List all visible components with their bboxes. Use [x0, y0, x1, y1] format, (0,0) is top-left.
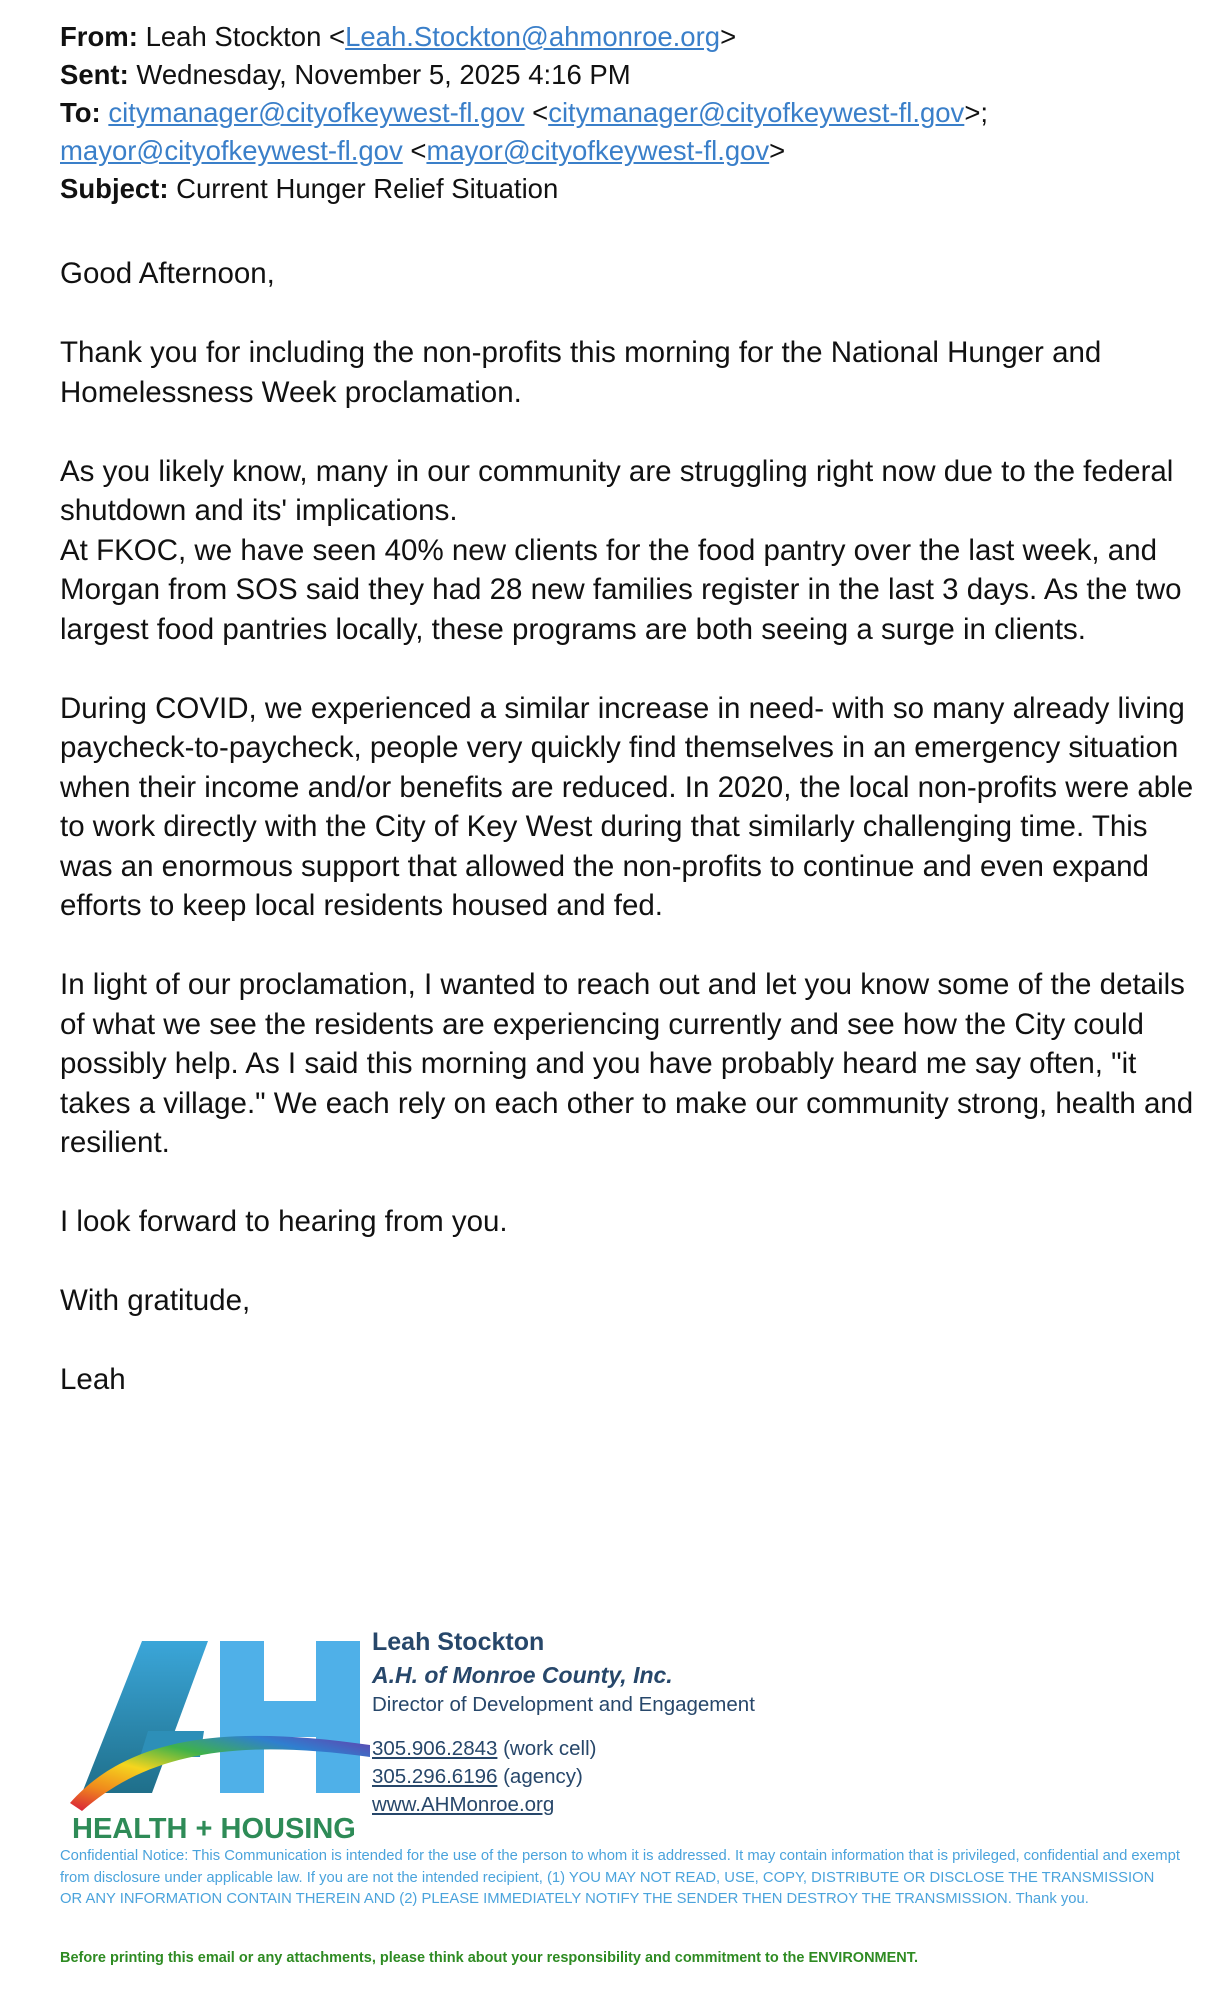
signature-contact — [372, 1735, 755, 1819]
from-email-link[interactable]: Leah.Stockton@ahmonroe.org — [345, 21, 721, 52]
health-housing-logo — [70, 1635, 370, 1845]
to-close-2: > — [769, 135, 786, 166]
to-email-mayor-link-2[interactable]: mayor@cityofkeywest-fl.gov — [426, 135, 770, 166]
paragraph-proclamation: In light of our proclamation, I wanted to reach out and let you know some of the details of what we see the residents are experiencing currently and see how the City could possibly help. As I said this morning and you have probably heard me say often, "it takes a village." We each rely on each other to make our community strong, health and resilient. — [60, 968, 1194, 1159]
to-email-citymanager-link[interactable]: citymanager@cityofkeywest-fl.gov — [108, 97, 525, 128]
paragraph-covid: During COVID, we experienced a similar increase in need- with so many already living paycheck-to-paycheck, people very quickly find themselves in an emergency situation when their income and/or benefits are reduced. In 2020, the local non-profits were able to work directly with the City of Key West during that similarly challenging time. This was an enormous support that allowed the non-profits to continue and even expand efforts to keep local residents housed and fed. — [60, 691, 1194, 922]
paragraph-shutdown-line1: As you likely know, many in our community are struggling right now due to the federal shutdown and its' implications. — [60, 454, 1174, 527]
to-open-1: < — [532, 97, 549, 128]
work-phone-link[interactable]: 305.906.2843 — [372, 1737, 498, 1760]
subject-label: Subject: — [60, 173, 169, 204]
paragraph-shutdown — [60, 452, 1200, 650]
to-line-2 — [60, 132, 1200, 170]
website-row — [372, 1791, 755, 1819]
work-phone-row — [372, 1735, 755, 1763]
paragraph-lookforward: I look forward to hearing from you. — [60, 1205, 508, 1238]
sign-name: Leah — [60, 1363, 126, 1396]
paragraph-shutdown-line2: At FKOC, we have seen 40% new clients for the food pantry over the last week, and Morgan from SOS said they had 28 new families register in the last 3 days. As the two largest food pantries locally, these programs are both seeing a surge in clients. — [60, 533, 1182, 646]
to-email-citymanager-link-2[interactable]: citymanager@cityofkeywest-fl.gov — [548, 97, 965, 128]
email-body — [60, 254, 1200, 1400]
from-name: Leah Stockton < — [145, 21, 346, 52]
email-view — [60, 18, 1200, 1439]
signature-text — [372, 1625, 755, 1819]
subject-value: Current Hunger Relief Situation — [176, 173, 559, 204]
work-phone-label: (work cell) — [497, 1737, 597, 1760]
from-line — [60, 18, 1200, 56]
closing: With gratitude, — [60, 1284, 251, 1317]
sent-line — [60, 56, 1200, 94]
to-email-mayor-link[interactable]: mayor@cityofkeywest-fl.gov — [60, 135, 403, 166]
signature-name: Leah Stockton — [372, 1628, 545, 1656]
subject-line — [60, 170, 1200, 208]
signature-title: Director of Development and Engagement — [372, 1693, 755, 1716]
to-open-2: < — [410, 135, 427, 166]
paragraph-thanks: Thank you for including the non-profits this morning for the National Hunger and Homelessness Week proclamation. — [60, 336, 1102, 409]
sent-label: Sent: — [60, 59, 129, 90]
to-line — [60, 94, 1200, 132]
agency-phone-row — [372, 1763, 755, 1791]
agency-phone-link[interactable]: 305.296.6196 — [372, 1765, 498, 1788]
to-label: To: — [60, 97, 101, 128]
to-close-1: >; — [964, 97, 989, 128]
email-header — [60, 18, 1200, 208]
from-close: > — [720, 21, 737, 52]
agency-phone-label: (agency) — [497, 1765, 583, 1788]
environment-notice: Before printing this email or any attachments, please think about your responsibility and commitment to the ENVIRONMENT. — [60, 1950, 919, 1966]
confidential-notice: Confidential Notice: This Communication is intended for the use of the person to whom it is addressed. It may contain information that is privileged, confidential and exempt from disclosure under applicable law. If you are not the intended recipient, (1) YOU MAY NOT READ, USE, COPY, DISTRIBUTE OR DISCLOSE THE TRANSMISSION OR ANY INFORMATION CONTAIN THEREIN AND (2) PLEASE IMMEDIATELY NOTIFY THE SENDER THEN DESTROY THE TRANSMISSION. Thank you. — [60, 1848, 1180, 1907]
email-signature — [60, 1625, 1200, 1845]
logo-caption: HEALTH + HOUSING — [72, 1813, 356, 1845]
from-label: From: — [60, 21, 138, 52]
greeting: Good Afternoon, — [60, 257, 275, 290]
sent-value: Wednesday, November 5, 2025 4:16 PM — [136, 59, 631, 90]
signature-org: A.H. of Monroe County, Inc. — [372, 1662, 673, 1688]
website-link[interactable]: www.AHMonroe.org — [372, 1793, 555, 1816]
